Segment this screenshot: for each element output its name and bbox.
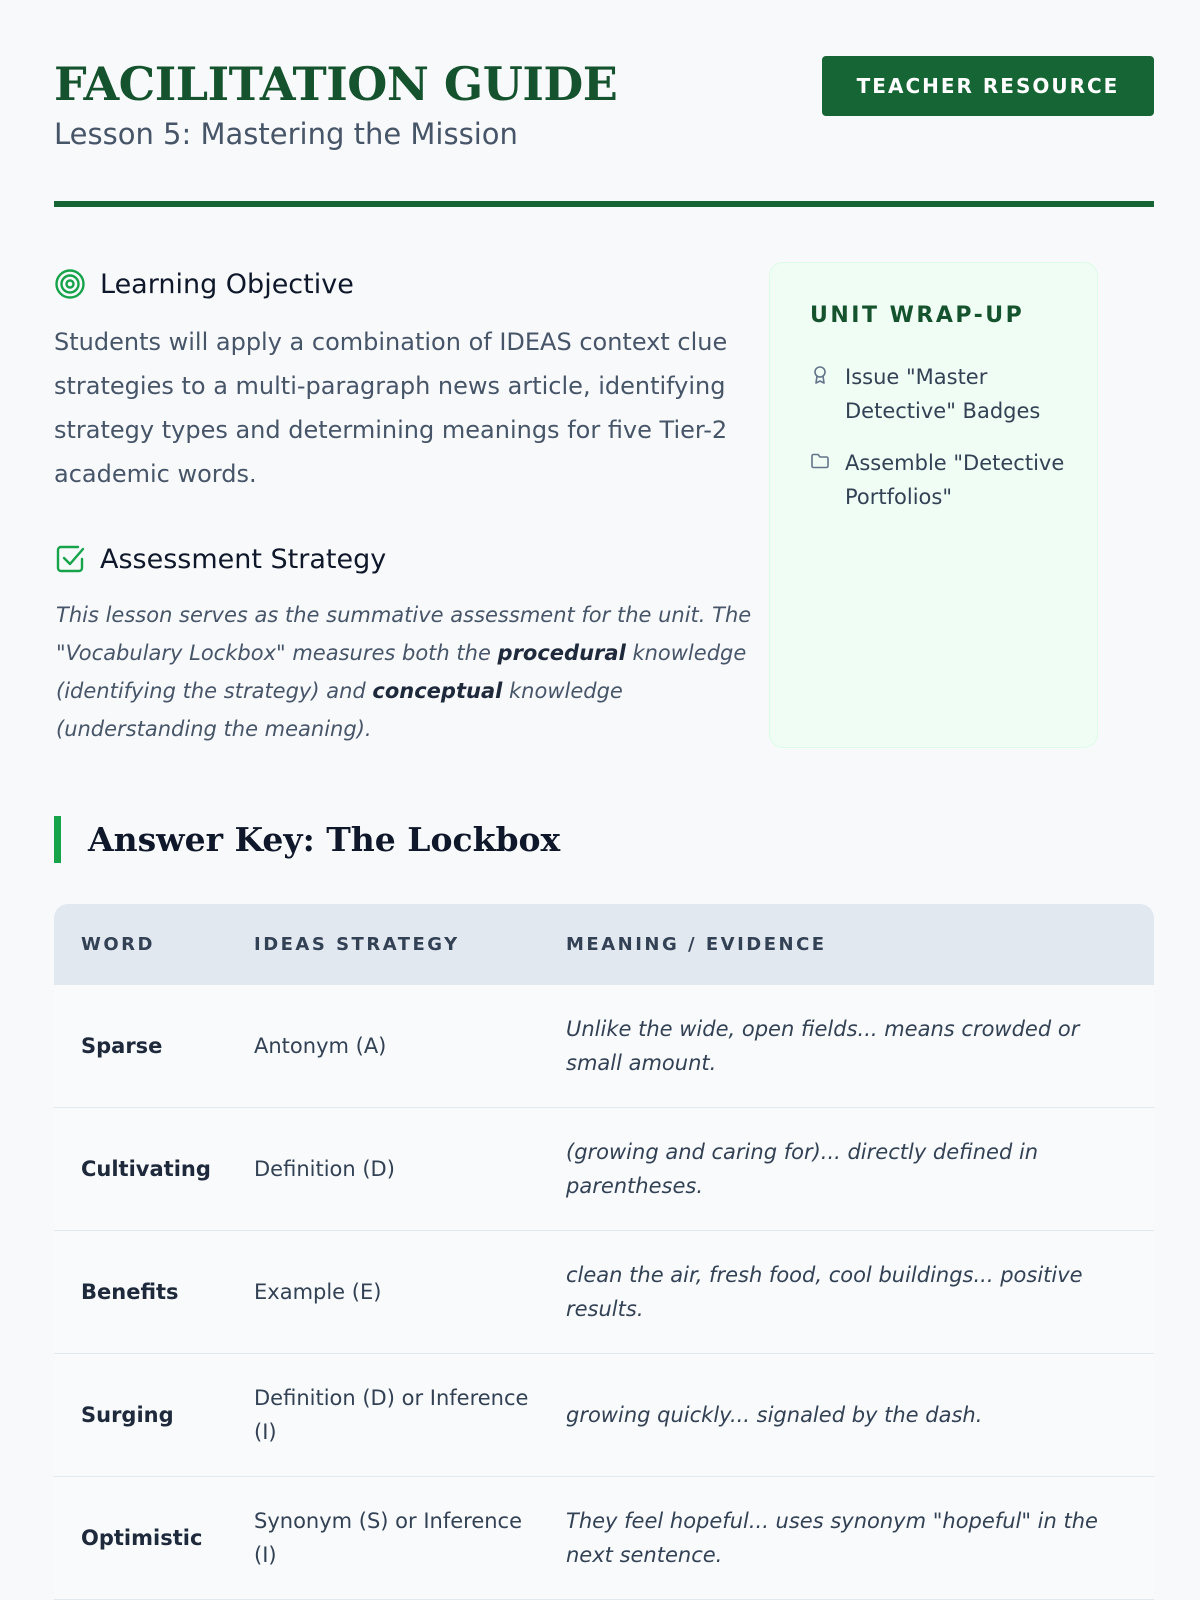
column-header-strategy: IDEAS STRATEGY bbox=[254, 934, 460, 955]
answer-key-heading: Answer Key: The Lockbox bbox=[88, 820, 561, 859]
table-row bbox=[54, 1231, 1154, 1354]
wrap-up-item-label: Assemble "Detective Portfolios" bbox=[845, 451, 1065, 509]
strategy-cell: Definition (D) bbox=[254, 1157, 395, 1181]
answer-key-heading-row bbox=[54, 816, 560, 863]
conceptual-emphasis: conceptual bbox=[372, 679, 503, 703]
column-header-word: WORD bbox=[81, 934, 155, 955]
objective-heading: Learning Objective bbox=[100, 268, 354, 300]
heading-accent-bar bbox=[54, 816, 61, 863]
assessment-text bbox=[56, 596, 776, 748]
facilitation-guide-page bbox=[54, 0, 1154, 1600]
objective-text: Students will apply a combination of IDEAS context clue strategies to a multi-paragraph news article, identifying strategy types and determining meanings for five Tier-2 academic words. bbox=[54, 328, 728, 488]
strategy-cell: Antonym (A) bbox=[254, 1034, 387, 1058]
header-divider bbox=[54, 201, 1154, 207]
assessment-text-part-1: This lesson serves as the summative assessment for the unit. The "Vocabulary Lockbox" measures both the bbox=[56, 603, 752, 665]
word-cell: Surging bbox=[81, 1403, 174, 1427]
procedural-emphasis: procedural bbox=[497, 641, 626, 665]
meaning-cell: Unlike the wide, open fields... means crowded or small amount. bbox=[566, 1017, 1080, 1075]
target-icon bbox=[54, 268, 86, 300]
strategy-cell: Example (E) bbox=[254, 1280, 382, 1304]
word-cell: Sparse bbox=[81, 1034, 163, 1058]
page-header bbox=[54, 56, 1154, 156]
folder-icon bbox=[809, 450, 831, 472]
lesson-subtitle: Lesson 5: Mastering the Mission bbox=[54, 117, 518, 151]
assessment-heading: Assessment Strategy bbox=[100, 543, 387, 575]
strategy-cell: Definition (D) or Inference (I) bbox=[254, 1386, 529, 1444]
strategy-cell: Synonym (S) or Inference (I) bbox=[254, 1509, 523, 1567]
word-cell: Optimistic bbox=[81, 1526, 203, 1550]
word-cell: Cultivating bbox=[81, 1157, 211, 1181]
page-title: FACILITATION GUIDE bbox=[54, 57, 618, 111]
column-header-meaning: MEANING / EVIDENCE bbox=[566, 934, 827, 955]
meaning-cell: (growing and caring for)... directly defined in parentheses. bbox=[566, 1140, 1039, 1198]
wrap-up-heading: UNIT WRAP-UP bbox=[810, 303, 1025, 328]
teacher-resource-badge: TEACHER RESOURCE bbox=[822, 56, 1154, 116]
assessment-text-part-3: knowledge (understanding the meaning). bbox=[56, 679, 623, 741]
table-row bbox=[54, 985, 1154, 1108]
table-header-row bbox=[54, 904, 1154, 985]
wrap-up-item-badges bbox=[809, 360, 1069, 428]
table-row bbox=[54, 1354, 1154, 1477]
award-icon bbox=[809, 364, 831, 386]
wrap-up-item-label: Issue "Master Detective" Badges bbox=[845, 365, 1041, 423]
answer-key-table bbox=[54, 904, 1154, 1600]
table-row bbox=[54, 1477, 1154, 1600]
word-cell: Benefits bbox=[81, 1280, 179, 1304]
wrap-up-item-portfolios bbox=[809, 446, 1069, 514]
assessment-heading-row bbox=[54, 543, 386, 575]
objective-heading-row bbox=[54, 268, 354, 300]
assessment-text-part-2: knowledge (identifying the strategy) and bbox=[56, 641, 747, 703]
checkbox-icon bbox=[54, 543, 86, 575]
meaning-cell: clean the air, fresh food, cool buildings... positive results. bbox=[566, 1263, 1083, 1321]
meaning-cell: growing quickly... signaled by the dash. bbox=[566, 1403, 983, 1427]
meaning-cell: They feel hopeful... uses synonym "hopeful" in the next sentence. bbox=[566, 1509, 1098, 1567]
table-row bbox=[54, 1108, 1154, 1231]
